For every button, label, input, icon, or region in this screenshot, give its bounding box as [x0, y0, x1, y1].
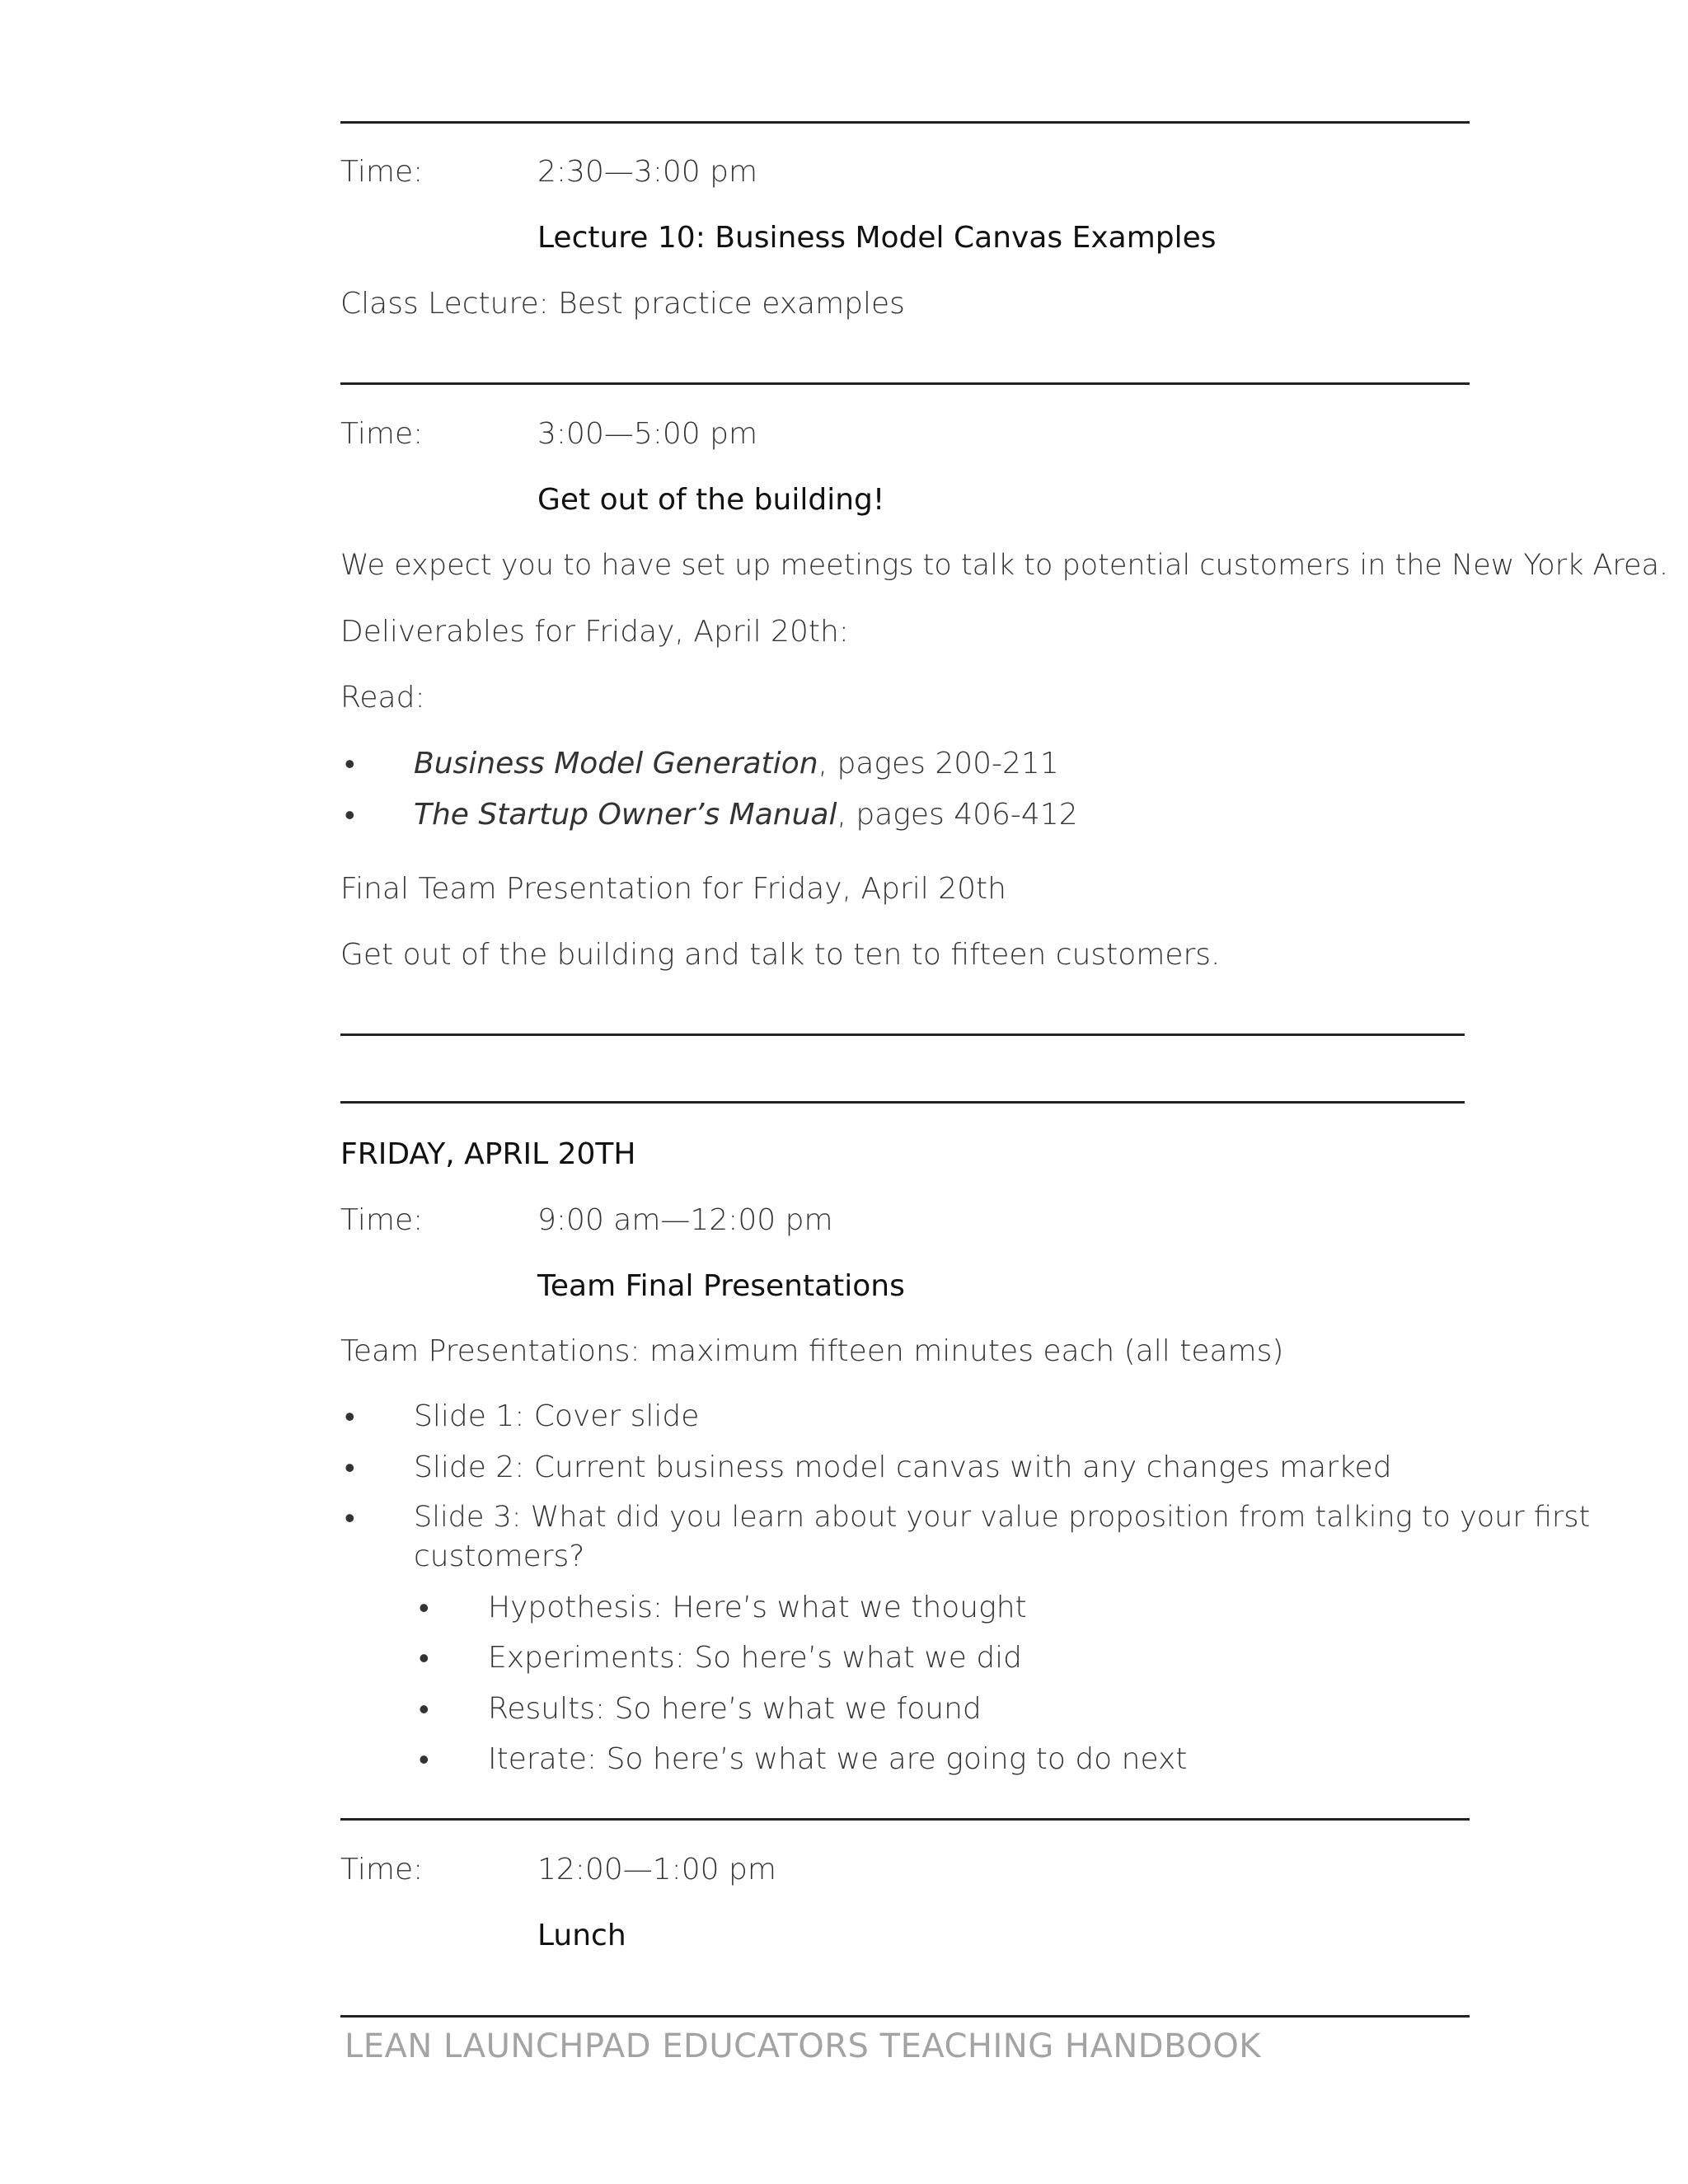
section-divider: [340, 382, 1470, 385]
time-value: 12:00—1:00 pm: [537, 1853, 776, 1886]
reading-pages: , pages 200-211: [818, 747, 1059, 780]
bullet-glyph: •: [345, 748, 355, 781]
sub-bullet-glyph: •: [419, 1693, 429, 1727]
session-title: Get out of the building!: [537, 483, 885, 517]
time-label: Time:: [340, 417, 424, 451]
time-value: 2:30—3:00 pm: [537, 155, 758, 189]
sub-list-item: Hypothesis: Here’s what we thought: [488, 1591, 1027, 1624]
session-text: Final Team Presentation for Friday, April 20th: [340, 872, 1006, 906]
section-divider: [340, 2015, 1470, 2018]
list-item-continuation: customers?: [414, 1540, 585, 1573]
session-text: Team Presentations: maximum fifteen minutes each (all teams): [340, 1334, 1284, 1368]
reading-pages: , pages 406-412: [837, 798, 1078, 832]
sub-list-item: Experiments: So here’s what we did: [488, 1641, 1023, 1675]
bullet-glyph: •: [345, 1400, 355, 1434]
list-item: Slide 2: Current business model canvas with any changes marked: [414, 1451, 1392, 1484]
bullet-glyph: •: [345, 1451, 355, 1485]
day-heading: FRIDAY, APRIL 20TH: [340, 1137, 636, 1171]
sub-bullet-glyph: •: [419, 1743, 429, 1777]
session-title: Team Final Presentations: [537, 1269, 905, 1303]
page-footer: LEAN LAUNCHPAD EDUCATORS TEACHING HANDBOOK: [345, 2027, 1262, 2065]
time-label: Time:: [340, 155, 424, 189]
session-text: Deliverables for Friday, April 20th:: [340, 615, 849, 649]
sub-bullet-glyph: •: [419, 1642, 429, 1675]
session-title: Lunch: [537, 1919, 626, 1952]
time-value: 9:00 am—12:00 pm: [537, 1203, 833, 1237]
reading-title: The Startup Owner’s Manual: [414, 798, 837, 832]
section-divider: [340, 121, 1470, 124]
time-label: Time:: [340, 1203, 424, 1237]
time-label: Time:: [340, 1853, 424, 1886]
section-divider: [340, 1101, 1465, 1104]
time-value: 3:00—5:00 pm: [537, 417, 758, 451]
sub-list-item: Results: So here’s what we found: [488, 1692, 982, 1726]
reading-item: [414, 747, 1059, 780]
reading-item: [414, 798, 1078, 832]
section-divider: [340, 1033, 1465, 1036]
session-title: Lecture 10: Business Model Canvas Examples: [537, 221, 1217, 255]
bullet-glyph: •: [345, 1502, 355, 1535]
session-text: Read:: [340, 681, 425, 715]
sub-bullet-glyph: •: [419, 1591, 429, 1625]
section-divider: [340, 1818, 1470, 1821]
list-item: Slide 1: Cover slide: [414, 1399, 700, 1433]
session-text: Class Lecture: Best practice examples: [340, 287, 905, 321]
session-text: We expect you to have set up meetings to talk to potential customers in the New York Area.: [340, 549, 1669, 582]
sub-list-item: Iterate: So here’s what we are going to do next: [488, 1742, 1188, 1776]
session-text: Get out of the building and talk to ten to fifteen customers.: [340, 938, 1221, 972]
list-item: Slide 3: What did you learn about your value proposition from talking to your first: [414, 1501, 1591, 1534]
reading-title: Business Model Generation: [414, 747, 818, 780]
bullet-glyph: •: [345, 799, 355, 832]
